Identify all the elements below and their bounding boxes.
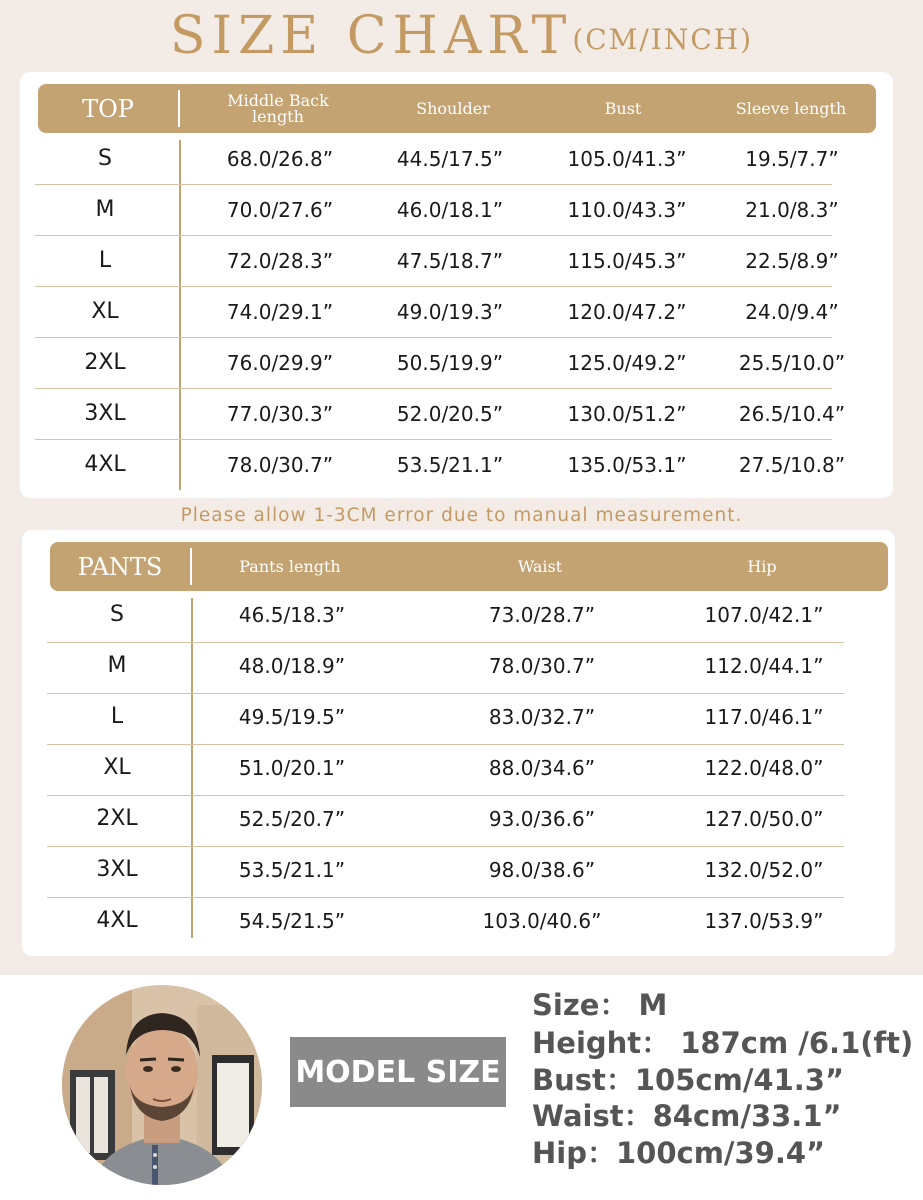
table-row <box>22 691 895 742</box>
waist-value: 98.0/38.6” <box>488 857 596 882</box>
title-unit: (CM/INCH) <box>572 23 754 56</box>
hip-value: 107.0/42.1” <box>704 602 824 627</box>
waist-value: 73.0/28.7” <box>488 602 596 627</box>
table-row <box>22 793 895 844</box>
table-row <box>22 640 895 691</box>
middle-back-length-value: 78.0/30.7” <box>226 452 334 477</box>
pants-table-header <box>50 542 888 591</box>
size-label: M <box>107 653 127 678</box>
sleeve-length-value: 24.0/9.4” <box>745 299 839 324</box>
shoulder-value: 47.5/18.7” <box>396 248 504 273</box>
header-sleeve-length: Sleeve length <box>735 98 847 118</box>
waist-value: 83.0/32.7” <box>488 704 596 729</box>
size-label: 2XL <box>96 806 138 831</box>
hip-value: 112.0/44.1” <box>704 653 824 678</box>
title-main: SIZE CHART <box>169 6 573 66</box>
size-label: 3XL <box>96 857 138 882</box>
table-row <box>22 589 895 640</box>
bust-value: 105.0/41.3” <box>567 146 687 171</box>
waist-value: 93.0/36.6” <box>488 806 596 831</box>
middle-back-length-value: 68.0/26.8” <box>226 146 334 171</box>
pants-length-value: 52.5/20.7” <box>238 806 346 831</box>
model-waist: Waist：84cm/33.1” <box>532 1099 842 1133</box>
model-section <box>0 975 923 1200</box>
middle-back-length-value: 70.0/27.6” <box>226 197 334 222</box>
table-row <box>20 235 893 286</box>
size-label: L <box>98 248 112 273</box>
bust-value: 120.0/47.2” <box>567 299 687 324</box>
size-label: XL <box>91 299 119 324</box>
top-size-table <box>20 72 893 498</box>
bust-value: 130.0/51.2” <box>567 401 687 426</box>
bust-value: 110.0/43.3” <box>567 197 687 222</box>
header-pants-length: Pants length <box>239 556 341 576</box>
bust-value: 115.0/45.3” <box>567 248 687 273</box>
table-row <box>20 184 893 235</box>
header-pants: PANTS <box>77 552 163 581</box>
shoulder-value: 46.0/18.1” <box>396 197 504 222</box>
sleeve-length-value: 21.0/8.3” <box>745 197 839 222</box>
shoulder-value: 49.0/19.3” <box>396 299 504 324</box>
pants-length-value: 53.5/21.1” <box>238 857 346 882</box>
sleeve-length-value: 19.5/7.7” <box>745 146 839 171</box>
waist-value: 78.0/30.7” <box>488 653 596 678</box>
top-table-header <box>38 84 876 133</box>
header-top: TOP <box>82 94 134 123</box>
model-height: Height： 187cm /6.1(ft) <box>532 1026 914 1060</box>
waist-value: 103.0/40.6” <box>482 908 602 933</box>
table-row <box>20 286 893 337</box>
middle-back-length-value: 74.0/29.1” <box>226 299 334 324</box>
size-label: 3XL <box>84 401 126 426</box>
table-row <box>22 895 895 946</box>
size-label: L <box>110 704 124 729</box>
hip-value: 122.0/48.0” <box>704 755 824 780</box>
table-row <box>20 337 893 388</box>
pants-length-value: 51.0/20.1” <box>238 755 346 780</box>
middle-back-length-value: 76.0/29.9” <box>226 350 334 375</box>
measurement-note: Please allow 1-3CM error due to manual measurement. <box>180 505 743 526</box>
pants-size-table <box>22 530 895 956</box>
header-divider <box>178 90 180 127</box>
model-size: Size： M <box>532 988 668 1022</box>
model-size-badge: MODEL SIZE <box>290 1037 506 1107</box>
header-shoulder: Shoulder <box>416 98 490 118</box>
table-row <box>20 439 893 490</box>
middle-back-length-value: 72.0/28.3” <box>226 248 334 273</box>
model-bust: Bust：105cm/41.3” <box>532 1063 845 1097</box>
model-hip: Hip：100cm/39.4” <box>532 1136 826 1170</box>
hip-value: 127.0/50.0” <box>704 806 824 831</box>
size-label: S <box>110 602 124 627</box>
sleeve-length-value: 25.5/10.0” <box>738 350 846 375</box>
model-portrait-image <box>62 985 262 1185</box>
model-photo <box>62 985 262 1185</box>
sleeve-length-value: 27.5/10.8” <box>738 452 846 477</box>
pants-length-value: 49.5/19.5” <box>238 704 346 729</box>
pants-length-value: 48.0/18.9” <box>238 653 346 678</box>
sleeve-length-value: 22.5/8.9” <box>745 248 839 273</box>
size-label: 4XL <box>84 452 126 477</box>
middle-back-length-value: 77.0/30.3” <box>226 401 334 426</box>
size-label: 2XL <box>84 350 126 375</box>
size-label: XL <box>103 755 131 780</box>
header-hip: Hip <box>747 556 777 576</box>
header-middle-back-length: Middle Back length <box>227 90 329 126</box>
shoulder-value: 52.0/20.5” <box>396 401 504 426</box>
table-row <box>22 742 895 793</box>
size-label: S <box>98 146 112 171</box>
pants-length-value: 46.5/18.3” <box>238 602 346 627</box>
shoulder-value: 53.5/21.1” <box>396 452 504 477</box>
header-bust: Bust <box>604 98 642 118</box>
hip-value: 132.0/52.0” <box>704 857 824 882</box>
page-title <box>0 6 923 66</box>
pants-length-value: 54.5/21.5” <box>238 908 346 933</box>
header-waist: Waist <box>517 556 563 576</box>
hip-value: 137.0/53.9” <box>704 908 824 933</box>
table-row <box>20 133 893 184</box>
header-divider <box>190 548 192 585</box>
table-row <box>20 388 893 439</box>
shoulder-value: 50.5/19.9” <box>396 350 504 375</box>
size-label: M <box>95 197 115 222</box>
shoulder-value: 44.5/17.5” <box>396 146 504 171</box>
size-label: 4XL <box>96 908 138 933</box>
waist-value: 88.0/34.6” <box>488 755 596 780</box>
hip-value: 117.0/46.1” <box>704 704 824 729</box>
table-row <box>22 844 895 895</box>
bust-value: 125.0/49.2” <box>567 350 687 375</box>
sleeve-length-value: 26.5/10.4” <box>738 401 846 426</box>
bust-value: 135.0/53.1” <box>567 452 687 477</box>
